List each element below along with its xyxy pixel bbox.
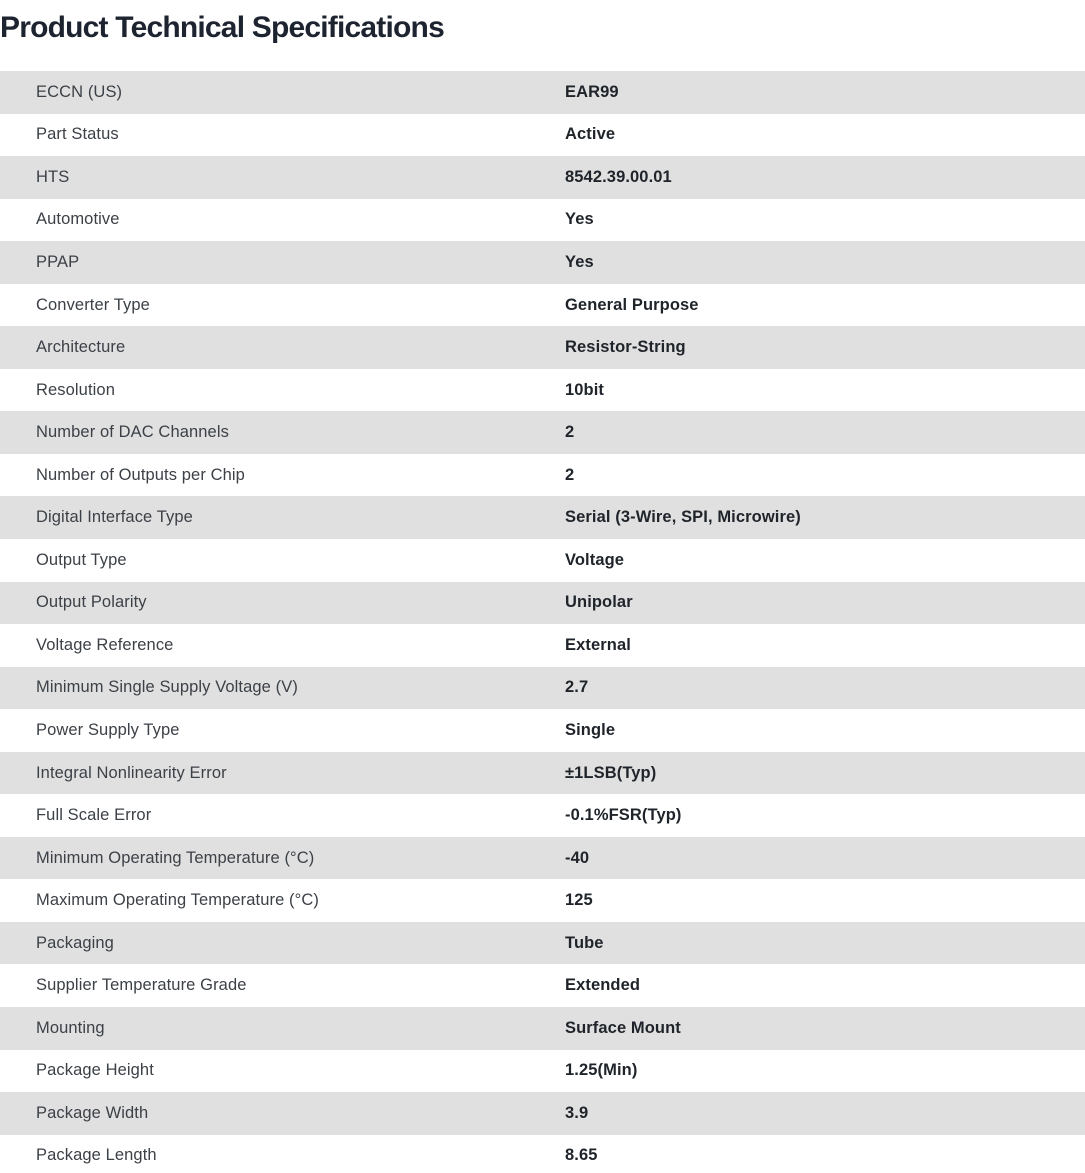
spec-value: Single xyxy=(565,720,616,739)
table-row xyxy=(0,369,1085,412)
spec-label: Number of Outputs per Chip xyxy=(36,465,245,484)
spec-label: PPAP xyxy=(36,252,80,271)
table-row xyxy=(0,156,1085,199)
spec-value: General Purpose xyxy=(565,295,699,314)
spec-label: Full Scale Error xyxy=(36,806,152,825)
spec-label: Output Polarity xyxy=(36,593,147,612)
spec-table xyxy=(0,71,1085,1173)
spec-label: ECCN (US) xyxy=(36,82,123,101)
table-row xyxy=(0,199,1085,242)
table-row xyxy=(0,709,1085,752)
spec-label: Package Length xyxy=(36,1146,157,1165)
spec-value: -0.1%FSR(Typ) xyxy=(565,806,682,825)
spec-value: Yes xyxy=(565,210,594,229)
table-row xyxy=(0,1092,1085,1135)
table-row xyxy=(0,794,1085,837)
spec-value: 10bit xyxy=(565,380,605,399)
table-row xyxy=(0,71,1085,114)
table-row xyxy=(0,922,1085,965)
spec-label: Part Status xyxy=(36,125,119,144)
table-row xyxy=(0,1050,1085,1093)
spec-label: Integral Nonlinearity Error xyxy=(36,763,227,782)
table-row xyxy=(0,582,1085,625)
spec-value: 2 xyxy=(565,465,575,484)
spec-value: Resistor-String xyxy=(565,338,686,357)
spec-label: Voltage Reference xyxy=(36,635,174,654)
table-row xyxy=(0,411,1085,454)
table-row xyxy=(0,964,1085,1007)
table-row xyxy=(0,667,1085,710)
spec-value: Extended xyxy=(565,976,641,995)
table-row xyxy=(0,624,1085,667)
spec-value: ±1LSB(Typ) xyxy=(565,763,657,782)
spec-value: External xyxy=(565,635,631,654)
table-row xyxy=(0,241,1085,284)
spec-value: EAR99 xyxy=(565,82,619,101)
spec-label: Minimum Operating Temperature (°C) xyxy=(36,848,315,867)
table-row xyxy=(0,837,1085,880)
spec-label: Resolution xyxy=(36,380,115,399)
spec-label: Minimum Single Supply Voltage (V) xyxy=(36,678,298,697)
table-row xyxy=(0,752,1085,795)
table-row xyxy=(0,1135,1085,1173)
spec-label: Converter Type xyxy=(36,295,150,314)
spec-label: HTS xyxy=(36,167,70,186)
spec-value: 8542.39.00.01 xyxy=(565,167,672,186)
spec-value: 8.65 xyxy=(565,1146,598,1165)
page-title: Product Technical Specifications xyxy=(0,11,444,44)
spec-value: Tube xyxy=(565,933,604,952)
spec-value: 125 xyxy=(565,891,593,910)
spec-value: 1.25(Min) xyxy=(565,1061,638,1080)
spec-value: Serial (3-Wire, SPI, Microwire) xyxy=(565,508,801,527)
spec-label: Number of DAC Channels xyxy=(36,423,229,442)
spec-value: Voltage xyxy=(565,550,625,569)
spec-value: 3.9 xyxy=(565,1103,589,1122)
spec-label: Packaging xyxy=(36,933,114,952)
table-row xyxy=(0,454,1085,497)
spec-value: 2.7 xyxy=(565,678,589,697)
table-row xyxy=(0,326,1085,369)
spec-label: Package Width xyxy=(36,1103,149,1122)
spec-value: -40 xyxy=(565,848,590,867)
spec-value: Yes xyxy=(565,252,594,271)
table-row xyxy=(0,284,1085,327)
spec-label: Digital Interface Type xyxy=(36,508,193,527)
table-row xyxy=(0,1007,1085,1050)
table-row xyxy=(0,539,1085,582)
spec-value: Surface Mount xyxy=(565,1018,681,1037)
table-row xyxy=(0,879,1085,922)
spec-label: Supplier Temperature Grade xyxy=(36,976,247,995)
spec-label: Power Supply Type xyxy=(36,720,180,739)
spec-value: 2 xyxy=(565,423,575,442)
spec-value: Active xyxy=(565,125,616,144)
spec-label: Output Type xyxy=(36,550,127,569)
table-row xyxy=(0,114,1085,157)
spec-label: Mounting xyxy=(36,1018,105,1037)
table-row xyxy=(0,496,1085,539)
spec-label: Automotive xyxy=(36,210,120,229)
spec-value: Unipolar xyxy=(565,593,633,612)
spec-label: Architecture xyxy=(36,338,126,357)
spec-label: Package Height xyxy=(36,1061,154,1080)
spec-label: Maximum Operating Temperature (°C) xyxy=(36,891,319,910)
